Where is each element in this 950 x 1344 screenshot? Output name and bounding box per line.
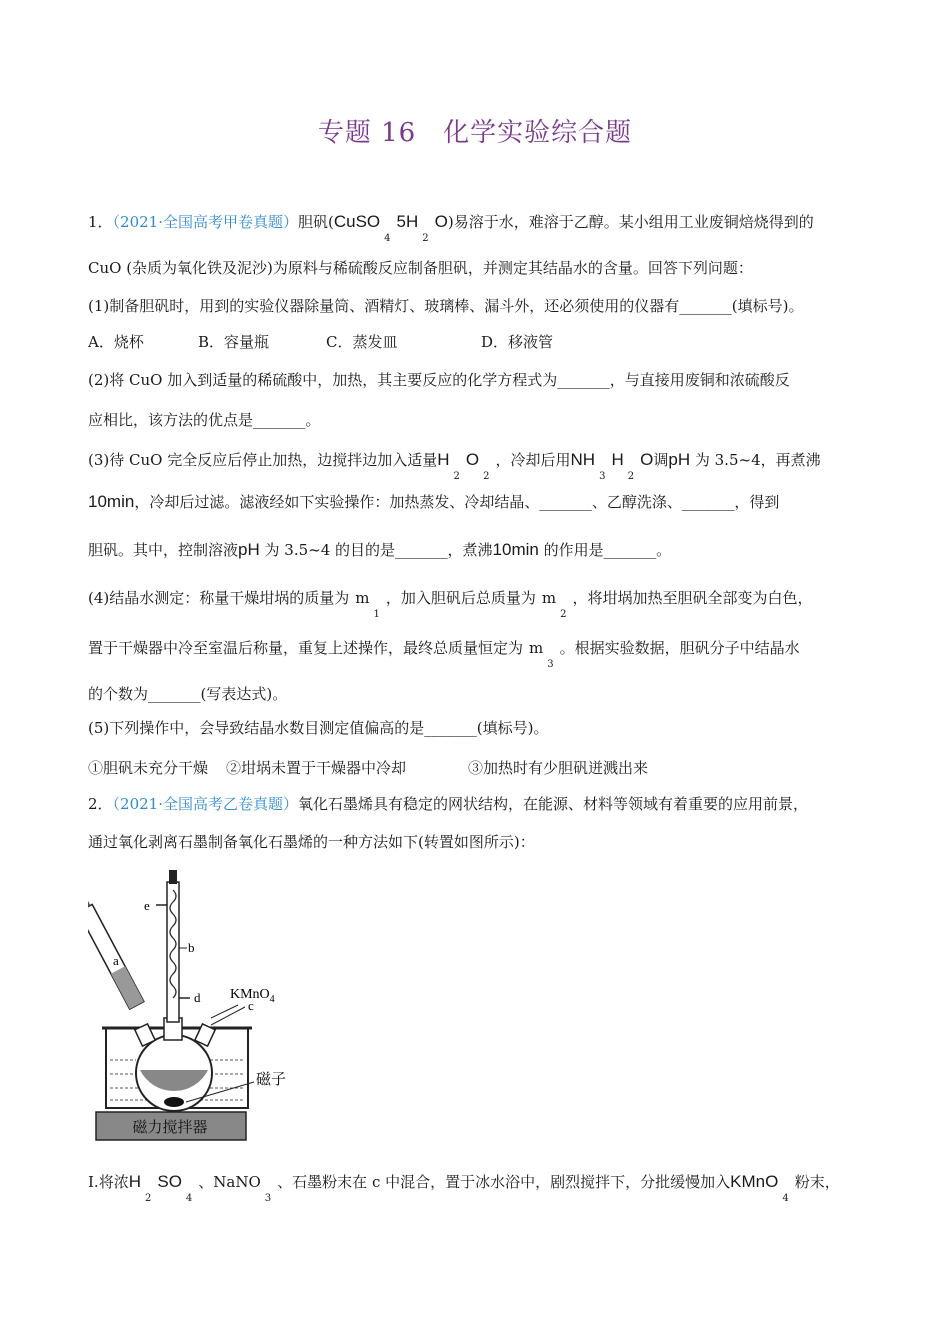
q2-text: Ⅰ.将浓 [88, 1173, 129, 1191]
subscript: 3 [264, 1193, 272, 1204]
subscript: 2 [422, 233, 429, 244]
option-c: C．蒸发皿 [326, 333, 398, 351]
q1-text: 为 3.5~4 的目的是_______，煮沸 [264, 541, 493, 559]
subscript: 2 [560, 609, 567, 620]
q1-text: (3)待 CuO 完全反应后停止加热，边搅拌边加入适量 [88, 451, 438, 469]
q1-line-3: (1)制备胆矾时，用到的实验仪器除量筒、酒精灯、玻璃棒、漏斗外，还必须使用的仪器有_______(填标号)。 [88, 297, 804, 315]
formula: KMnO [730, 1172, 779, 1191]
q1-text: ，将坩埚加热至胆矾全部变为白色， [572, 589, 813, 607]
q1-text: 调 [653, 451, 669, 469]
q2-source[interactable]: （2021·全国高考乙卷真题） [112, 795, 298, 813]
q1-text: 置于干燥器中冷至室温后称量，重复上述操作，最终总质量恒定为 [88, 639, 524, 657]
formula: 10min [88, 492, 135, 511]
label-kmno4: KMnO$_4$ [230, 987, 275, 1005]
q1-text: 。根据实验数据，胆矾分子中结晶水 [559, 639, 800, 657]
subscript: 4 [185, 1193, 193, 1204]
subscript: 3 [547, 659, 554, 670]
subscript: 4 [384, 233, 391, 244]
q1-text: )易溶于水，难溶于乙醇。某小组用工业废铜焙烧得到的 [447, 213, 814, 231]
label-magnet: 磁子 [256, 1070, 287, 1088]
q1-text: 胆矾( [298, 213, 334, 231]
choice-3: ③加热时有少胆矾迸溅出来 [468, 759, 649, 777]
label-d: d [194, 990, 201, 1005]
label-e: e [144, 898, 150, 913]
formula: O [640, 450, 654, 469]
q2-text: 粉末， [794, 1173, 840, 1191]
q1-line-9 [88, 540, 671, 560]
formula: 5H [396, 212, 419, 231]
condenser [167, 882, 179, 1022]
formula: O [465, 450, 480, 469]
choice-1: ①胆矾未充分干燥 [88, 759, 209, 777]
q2-text: 氧化石墨烯具有稳定的网状结构，在能源、材料等领域有着重要的应用前景， [298, 795, 809, 813]
formula: 10min [492, 540, 539, 559]
magnet-stirbar [164, 1097, 184, 1107]
apparatus-figure [88, 860, 318, 1150]
formula: pH [238, 540, 260, 559]
label-b: b [188, 940, 195, 955]
q1-text: 为 3.5~4，再煮沸 [694, 451, 821, 469]
q1-line-8 [88, 492, 779, 512]
formula: m [529, 639, 544, 657]
formula: H [128, 1172, 141, 1191]
formula: m [355, 589, 370, 607]
page-title: 专题 16 化学实验综合题 [317, 118, 633, 148]
q1-text: ，冷却后用 [495, 451, 571, 469]
formula: H [611, 450, 624, 469]
q2-text: 、NaNO [198, 1173, 261, 1191]
formula: NH [570, 450, 596, 469]
q1-number: 1． [88, 213, 113, 231]
subscript: 1 [373, 609, 380, 620]
q1-line-13: (5)下列操作中，会导致结晶水数目测定值偏高的是_______(填标号)。 [88, 719, 549, 737]
subscript: 3 [599, 471, 606, 482]
q2-text: 、石墨粉末在 c 中混合，置于冰水浴中，剧烈搅拌下，分批缓慢加入 [277, 1173, 731, 1191]
formula: m [541, 589, 557, 607]
option-d: D．移液管 [481, 333, 554, 351]
q1-text: (4)结晶水测定：称量干燥坩埚的质量为 [88, 589, 350, 607]
q1-text: 的作用是_______。 [543, 541, 672, 559]
subscript: 2 [483, 471, 490, 482]
q2-number: 2． [88, 795, 113, 813]
q2-line-3 [88, 1172, 840, 1204]
subscript: 2 [144, 1193, 152, 1204]
formula: H [437, 450, 450, 469]
q1-line-6: 应相比，该方法的优点是_______。 [88, 411, 321, 429]
q1-line-1 [88, 212, 814, 244]
q1-line-2: CuO (杂质为氧化铁及泥沙)为原料与稀硫酸反应制备胆矾，并测定其结晶水的含量。回答下列问题： [88, 259, 753, 277]
q1-text: ，加入胆矾后总质量为 [385, 589, 536, 607]
q2-line-2: 通过氧化剥离石墨制备氧化石墨烯的一种方法如下(转置如图所示)： [88, 833, 535, 851]
q1-source[interactable]: （2021·全国高考甲卷真题） [112, 213, 298, 231]
subscript: 2 [627, 471, 635, 482]
q1-line-11 [88, 638, 800, 670]
formula: O [434, 212, 448, 231]
q1-line-10 [88, 588, 813, 620]
formula: SO [157, 1172, 182, 1191]
q2-line-1 [88, 794, 808, 814]
label-a: a [113, 953, 119, 968]
choice-2: ②坩埚未置于干燥器中冷却 [226, 759, 407, 777]
label-stirrer: 磁力搅拌器 [132, 1118, 208, 1136]
q1-options [88, 332, 553, 352]
q1-text: 胆矾。其中，控制溶液 [88, 541, 239, 559]
label-c: c [248, 998, 254, 1013]
q1-line-14 [88, 758, 648, 778]
q1-text: ，冷却后过滤。滤液经如下实验操作：加热蒸发、冷却结晶、_______、乙醇洗涤、_______，得到 [134, 493, 780, 511]
option-b: B．容量瓶 [198, 333, 270, 351]
formula: pH [668, 450, 691, 469]
q1-line-7 [88, 450, 821, 482]
option-a: A．烧杯 [88, 333, 144, 351]
dropping-funnel [88, 890, 144, 1009]
subscript: 2 [453, 471, 460, 482]
q1-line-5: (2)将 CuO 加入到适量的稀硫酸中，加热，其主要反应的化学方程式为_______，与直接用废铜和浓硫酸反 [88, 371, 790, 389]
subscript: 4 [782, 1193, 789, 1204]
q1-line-12: 的个数为_______(写表达式)。 [88, 685, 288, 703]
formula: CuSO [333, 212, 381, 231]
